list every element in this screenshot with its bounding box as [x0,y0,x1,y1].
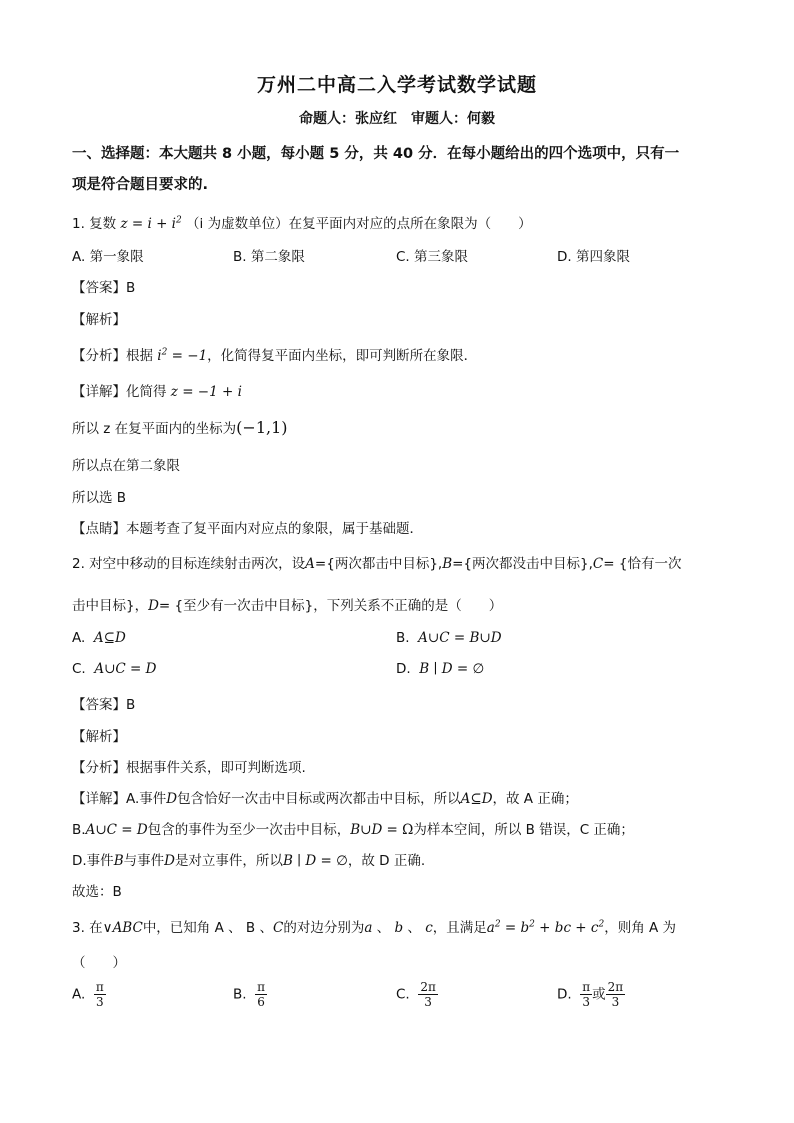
formula-z: $z = i + i^2$ [120,215,182,232]
question-1-analysis-label: 【解析】 [72,312,126,328]
question-2-detail-line1: 【详解】A.事件D包含恰好一次击中目标或两次都击中目标，所以A⊆D，故 A 正确； [72,791,578,807]
question-1-choose-line: 所以选 B [72,490,127,506]
question-1-quadrant-line: 所以点在第二象限 [72,458,180,474]
question-3-option-d[interactable]: D. $\frac{\pi}{3}$ 或 $\frac{2\pi}{3}$ [557,980,624,1009]
question-3-stem-line1: 3. 在∨ABC中，已知角 A 、 B 、C的对边分别为a 、 b 、 c，且满足$a^2 = b^2$ + bc + $c^2$，则角 A 为 [72,919,677,936]
question-2-detail-line3: D.事件B与事件D是对立事件，所以B ∣ D = ∅，故 D 正确. [72,853,426,869]
question-1-stem: 1. 复数 $z = i + i^2$ （i 为虚数单位）在复平面内对应的点所在象限为（ ） [72,215,532,232]
formula-i-squared: $i^2 = -1$ [157,347,208,364]
question-1-comment: 【点睛】本题考查了复平面内对应点的象限，属于基础题． [72,521,423,537]
question-1-answer: 【答案】B [72,280,136,296]
question-3-stem-line2: （ ） [72,955,126,971]
question-1-fenxi: 【分析】根据 $i^2 = -1$，化简得复平面内坐标，即可判断所在象限． [72,347,478,364]
question-2-fenxi: 【分析】根据事件关系，即可判断选项. [72,760,306,776]
question-2-option-b[interactable]: B. A∪C = B∪D [396,630,502,646]
question-2-detail-line2: B.A∪C = D包含的事件为至少一次击中目标，B∪D = Ω为样本空间，所以 B 错误，C 正确； [72,822,634,838]
question-1-detail: 【详解】化简得 z = −1 + i [72,384,242,400]
question-3-option-c[interactable]: C. $\frac{2\pi}{3}$ [396,980,436,1009]
question-2-stem-line2: 击中目标}，D= {至少有一次击中目标}，下列关系不正确的是（ ） [72,598,503,614]
question-2-answer: 【答案】B [72,697,136,713]
question-2-analysis-label: 【解析】 [72,729,126,745]
question-1-coordinate-line: 所以 z 在复平面内的坐标为(−1,1) [72,418,288,437]
question-2-stem-line1: 2. 对空中移动的目标连续射击两次，设A={两次都击中目标},B={两次都没击中目标},C= {恰有一次 [72,556,682,572]
question-1-option-a[interactable]: A. 第一象限 [72,249,144,265]
question-2-result: 故选：B [72,884,122,900]
formula-z-simplified: z = −1 + i [170,384,242,400]
section-heading-line1: 一、选择题：本大题共 8 小题，每小题 5 分，共 40 分．在每小题给出的四个选项中，只有一 [72,146,680,162]
question-1-option-c[interactable]: C. 第三象限 [396,249,469,265]
question-2-option-a[interactable]: A. A⊆D [72,630,126,646]
question-1-option-d[interactable]: D. 第四象限 [557,249,630,265]
question-3-option-b[interactable]: B. $\frac{\pi}{6}$ [233,980,266,1009]
question-3-option-a[interactable]: A. $\frac{\pi}{3}$ [72,980,104,1009]
author-line: 命题人：张应红 审题人：何毅 [299,111,495,127]
question-2-option-c[interactable]: C. A∪C = D [72,661,157,677]
question-1-option-b[interactable]: B. 第二象限 [233,249,305,265]
document-title: 万州二中高二入学考试数学试题 [256,74,537,96]
question-2-option-d[interactable]: D. B ∣ D = ∅ [396,661,485,677]
section-heading-line2: 项是符合题目要求的. [72,177,209,193]
